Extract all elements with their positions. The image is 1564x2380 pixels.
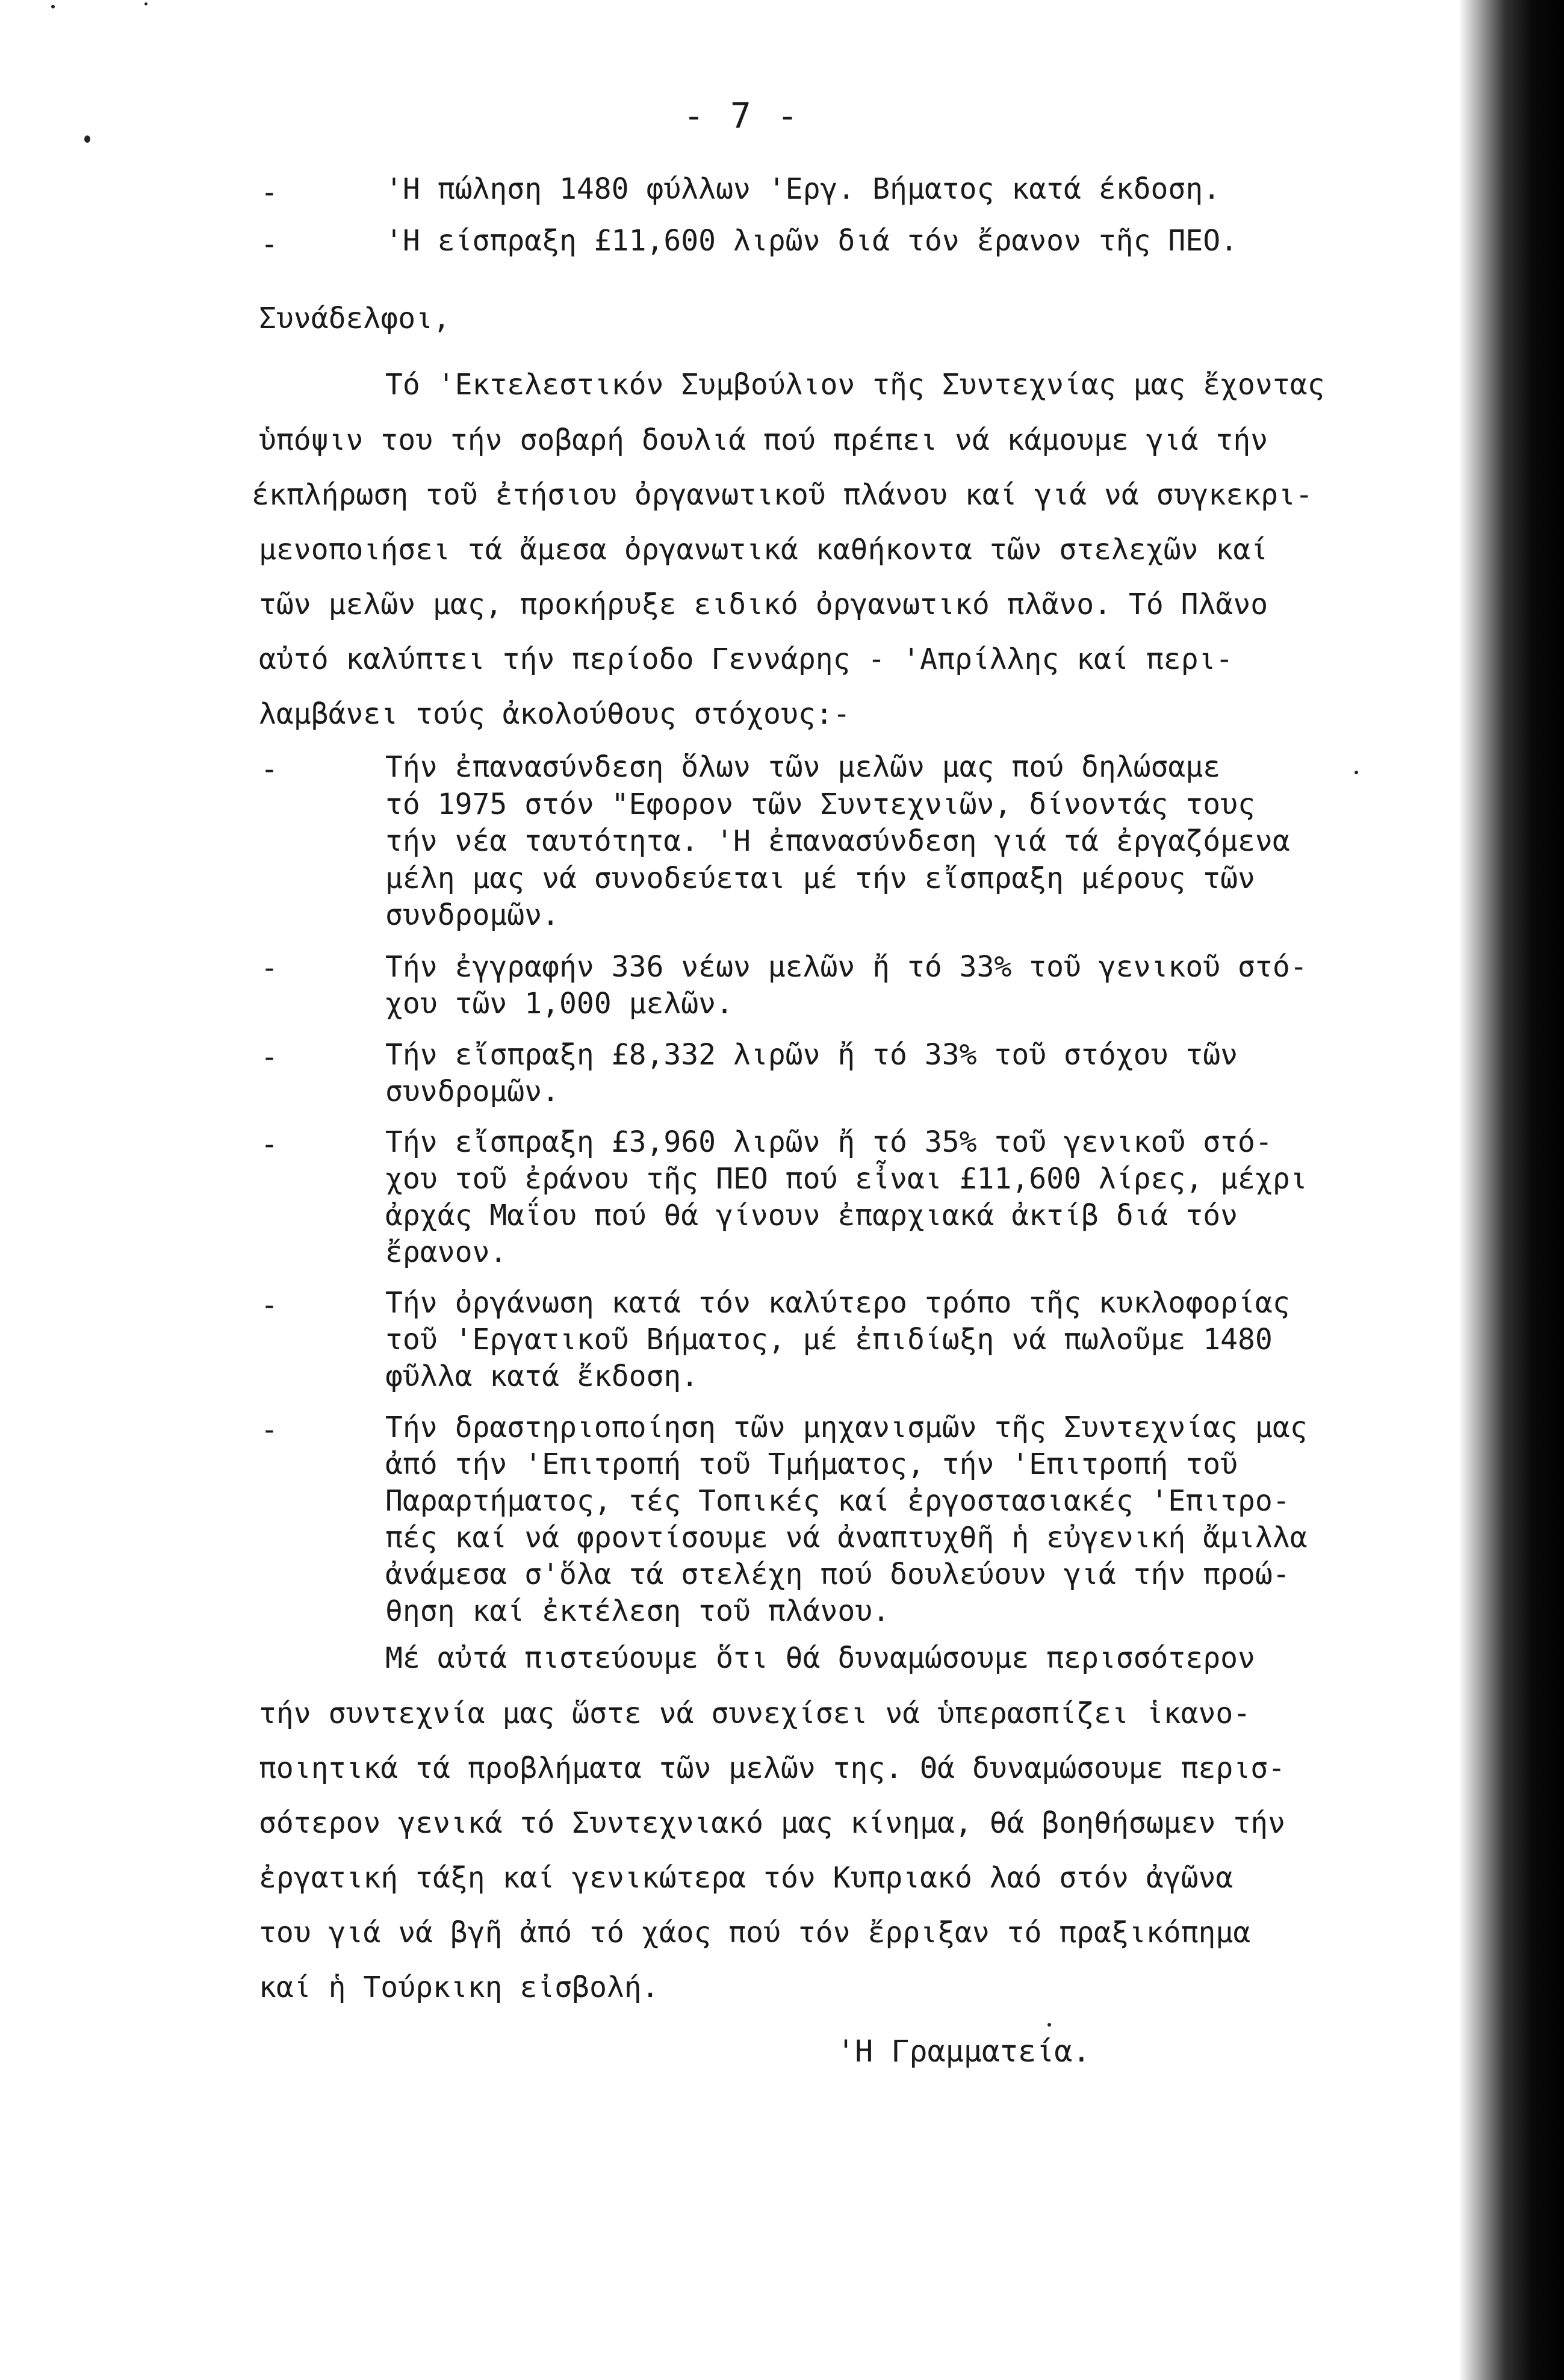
goal-line: συνδρομῶν. bbox=[385, 898, 559, 932]
paragraph-2-line: του γιά νά βγῆ ἀπό τό χάος πού τόν ἔρριξαν τό πραξικόπημα bbox=[259, 1916, 1251, 1950]
goal-dash: - bbox=[261, 753, 278, 786]
goal-line: θηση καί ἐκτέλεση τοῦ πλάνου. bbox=[385, 1594, 890, 1628]
goal-line: χου τῶν 1,000 μελῶν. bbox=[385, 987, 733, 1021]
paragraph-1-line: ὑπόψιν του τήν σοβαρή δουλιά πού πρέπει νά κάμουμε γιά τήν bbox=[259, 423, 1268, 457]
goal-dash: - bbox=[261, 951, 278, 985]
goal-dash: - bbox=[261, 1288, 278, 1322]
goal-line: Παραρτήματος, τές Τοπικές καί ἐργοστασιακές 'Επιτρο- bbox=[385, 1484, 1290, 1518]
goal-line: χου τοῦ ἐράνου τῆς ΠΕΟ πού εἶναι £11,600 λίρες, μέχρι bbox=[385, 1162, 1308, 1196]
paragraph-2-line: τήν συντεχνία μας ὥστε νά συνεχίσει νά ὑπερασπίζει ἱκανο- bbox=[259, 1697, 1251, 1730]
scan-speck bbox=[84, 135, 90, 143]
goal-line: Τήν ὀργάνωση κατά τόν καλύτερο τρόπο τῆς κυκλοφορίας bbox=[385, 1286, 1290, 1320]
goal-line: Τήν δραστηριοποίηση τῶν μηχανισμῶν τῆς Συντεχνίας μας bbox=[385, 1411, 1308, 1444]
goal-line: ἔρανον. bbox=[385, 1235, 507, 1269]
goal-line: Τήν ἐγγραφήν 336 νέων μελῶν ἤ τό 33% τοῦ γενικοῦ στό- bbox=[385, 950, 1308, 984]
paragraph-1-line: έκπλήρωση τοῦ ἐτήσιου ὀργανωτικοῦ πλάνου καί γιά νά συγκεκρι- bbox=[252, 478, 1313, 512]
paragraph-1-line: μενοποιήσει τά ἄμεσα ὀργανωτικά καθήκοντα τῶν στελεχῶν καί bbox=[259, 533, 1268, 567]
scan-speck bbox=[1047, 2023, 1051, 2027]
paragraph-1-line: λαμβάνει τούς ἀκολούθους στόχους:- bbox=[259, 697, 851, 731]
paragraph-2-line: σότερον γενικά τό Συντεχνιακό μας κίνημα, θά βοηθήσωμεν τήν bbox=[259, 1806, 1286, 1840]
goal-line: ἀρχάς Μαΐου πού θά γίνουν ἐπαρχιακά ἀκτίβ διά τόν bbox=[385, 1199, 1238, 1232]
goal-line: ἀνάμεσα σ'ὅλα τά στελέχη πού δουλεύουν γιά τήν προώ- bbox=[385, 1558, 1290, 1591]
paragraph-1-line: Τό 'Εκτελεστικόν Συμβούλιον τῆς Συντεχνίας μας ἔχοντας bbox=[385, 368, 1325, 402]
goal-line: ἀπό τήν 'Επιτροπή τοῦ Τμήματος, τήν 'Επιτροπή τοῦ bbox=[385, 1447, 1238, 1481]
page-number: - 7 - bbox=[683, 95, 801, 136]
paragraph-2-line: καί ἡ Τούρκικη εἰσβολή. bbox=[259, 1971, 659, 2004]
paragraph-1-line: τῶν μελῶν μας, προκήρυξε ειδικό ὀργανωτικό πλᾶνο. Τό Πλᾶνο bbox=[259, 588, 1268, 621]
paragraph-2-line: Μέ αὐτά πιστεύουμε ὅτι θά δυναμώσουμε περισσότερον bbox=[385, 1641, 1255, 1675]
goal-dash: - bbox=[261, 1040, 278, 1074]
goal-line: Τήν εἴσπραξη £8,332 λιρῶν ἤ τό 33% τοῦ στόχου τῶν bbox=[385, 1038, 1238, 1072]
goal-line: Τήν εἴσπραξη £3,960 λιρῶν ἤ τό 35% τοῦ γενικοῦ στό- bbox=[385, 1125, 1273, 1159]
goal-line: Τήν ἐπανασύνδεση ὅλων τῶν μελῶν μας πού δηλώσαμε bbox=[385, 750, 1221, 784]
intro-item: 'Η είσπραξη £11,600 λιρῶν διά τόν ἔρανον τῆς ΠΕΟ. bbox=[385, 224, 1238, 258]
goal-dash: - bbox=[261, 1413, 278, 1447]
paragraph-2-line: ἐργατική τάξη καί γενικώτερα τόν Κυπριακό λαό στόν ἀγῶνα bbox=[259, 1861, 1234, 1895]
paragraph-2-line: ποιητικά τά προβλήματα τῶν μελῶν της. Θά δυναμώσουμε περισ- bbox=[259, 1751, 1286, 1785]
intro-item: 'Η πώληση 1480 φύλλων 'Εργ. Βήματος κατά έκδοση. bbox=[385, 172, 1221, 206]
scan-speck bbox=[51, 5, 55, 8]
goal-dash: - bbox=[261, 1128, 278, 1161]
goal-line: τό 1975 στόν "Εφορον τῶν Συντεχνιῶν, δίνοντάς τους bbox=[385, 788, 1255, 821]
goal-line: φῦλλα κατά ἔκδοση. bbox=[385, 1359, 699, 1393]
goal-line: πές καί νά φροντίσουμε νά ἀναπτυχθῆ ἡ εὐγενική ἄμιλλα bbox=[385, 1521, 1308, 1555]
scan-speck bbox=[1355, 771, 1358, 774]
scan-speck bbox=[144, 2, 147, 5]
intro-item-dash: - bbox=[261, 176, 278, 210]
goal-line: τοῦ 'Εργατικοῦ Βήματος, μέ ἐπιδίωξη νά πωλοῦμε 1480 bbox=[385, 1323, 1273, 1356]
salutation: Συνάδελφοι, bbox=[259, 302, 450, 335]
paragraph-1-line: αὐτό καλύπτει τήν περίοδο Γεννάρης - 'Απρίλλης καί περι- bbox=[259, 642, 1234, 676]
scanned-page-edge bbox=[1459, 0, 1564, 2380]
goal-line: τήν νέα ταυτότητα. 'Η ἐπανασύνδεση γιά τά ἐργαζόμενα bbox=[385, 824, 1290, 858]
goal-line: συνδρομῶν. bbox=[385, 1075, 559, 1108]
signature: 'Η Γραμματεία. bbox=[837, 2034, 1091, 2069]
intro-item-dash: - bbox=[261, 228, 278, 261]
goal-line: μέλη μας νά συνοδεύεται μέ τήν εἴσπραξη μέρους τῶν bbox=[385, 862, 1255, 895]
